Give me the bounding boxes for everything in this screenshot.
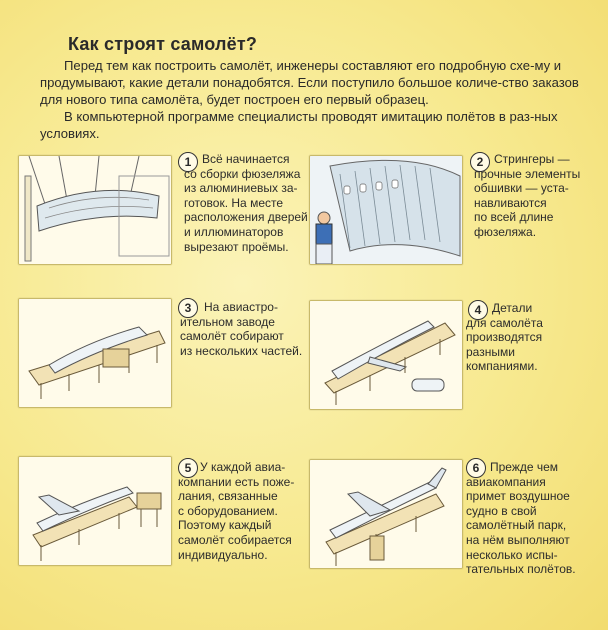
step-5-illustration (18, 456, 172, 566)
step-3-illustration (18, 298, 172, 408)
step-3-text: На авиастро- ительном заводе самолёт собирают из нескольких частей. (180, 300, 303, 358)
step-2-illustration (309, 155, 463, 265)
step-1-illustration (18, 155, 172, 265)
step-5-number-badge: 5 (178, 458, 198, 478)
step-6-number-badge: 6 (466, 458, 486, 478)
step-4-text: Детали для самолёта производятся разными компаниями. (466, 301, 543, 374)
intro-paragraph-2: В компьютерной программе специалисты проводят имитацию полётов в раз-ных условиях. (40, 109, 558, 141)
page-title: Как строят самолёт? (68, 34, 258, 54)
step-3-number-badge: 3 (178, 298, 198, 318)
step-2-text: Стрингеры — прочные элементы обшивки — уста- навливаются по всей длине фюзеляжа. (474, 152, 581, 239)
step-4-illustration (309, 300, 463, 410)
step-4-number-badge: 4 (468, 300, 488, 320)
step-1-text: Всё начинается со сборки фюзеляжа из алюминиевых за- готовок. На месте расположения дверей и иллюминаторов вырезают проёмы. (184, 152, 308, 254)
intro-paragraph-1: Перед тем как построить самолёт, инженеры составляют его подробную схе-му и продумывают, какие детали понадобятся. Если поступило большое количе-ство заказов для нового типа самолёта, будет построен его первый образец. (40, 58, 579, 107)
step-5-text: У каждой авиа- компании есть поже- лания, связанные с оборудованием. Поэтому каждый самолёт собирается индивидуально. (178, 460, 295, 562)
step-6-illustration (309, 459, 463, 569)
intro-text (40, 57, 580, 142)
step-6-text: Прежде чем авиакомпания примет воздушное судно в свой самолётный парк, на нём выполняют несколько испы- тательных полётов. (466, 460, 576, 577)
step-1-number-badge: 1 (178, 152, 198, 172)
step-2-number-badge: 2 (470, 152, 490, 172)
